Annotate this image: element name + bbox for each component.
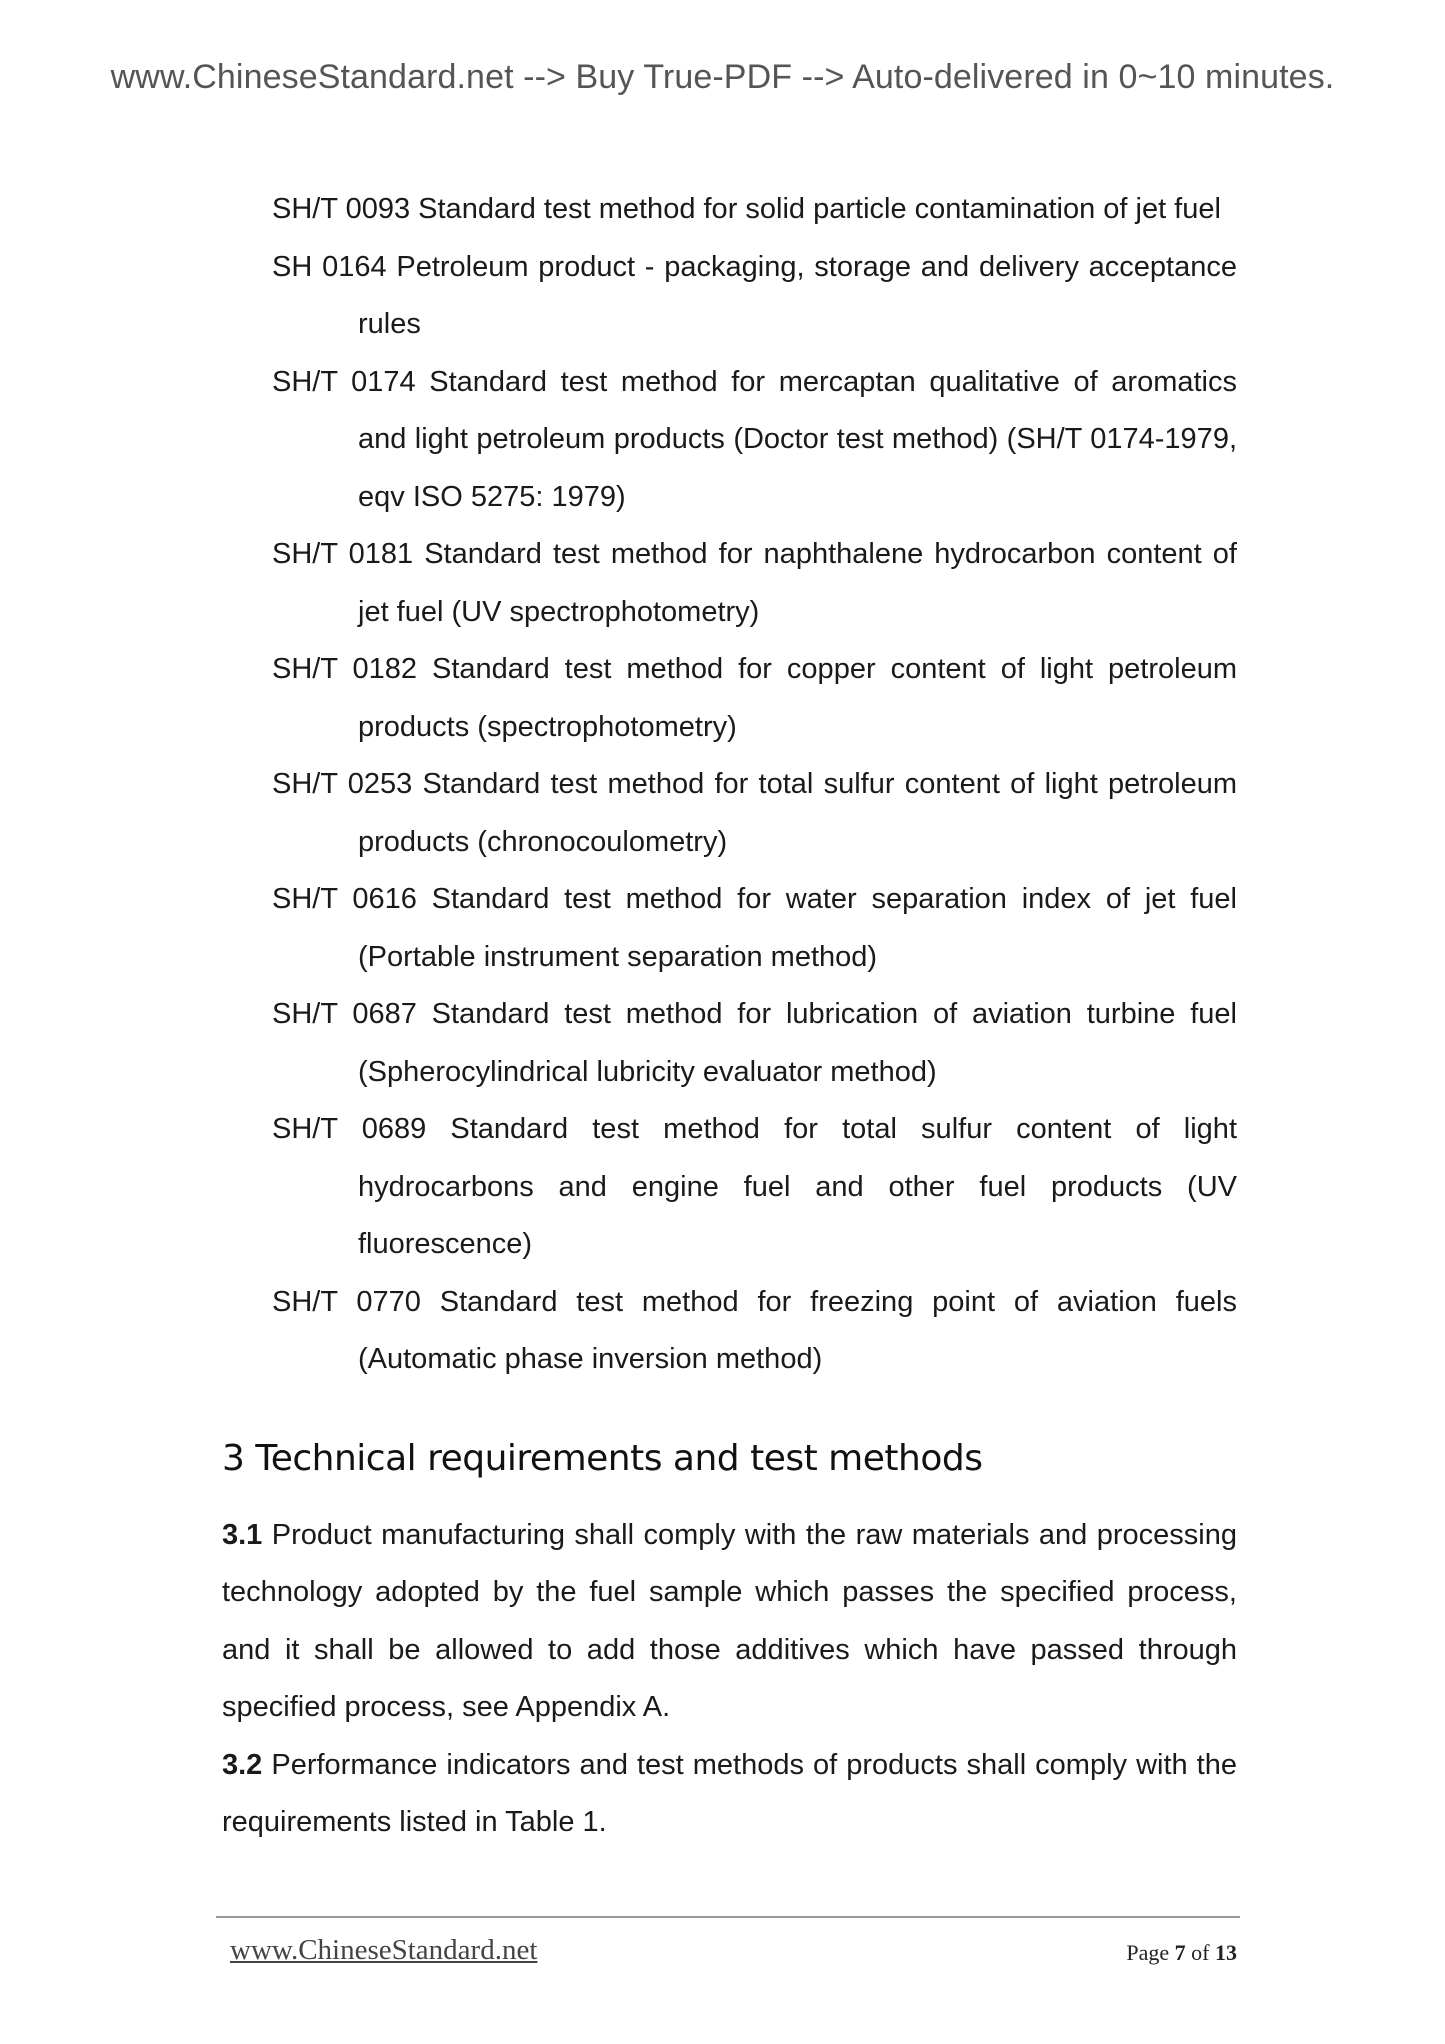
page-total: 13 [1215,1940,1237,1965]
reference-sh-t-0181: SH/T 0181 Standard test method for naphthalene hydrocarbon content of jet fuel (UV spectrophotometry) [272,538,1237,628]
page-number [1126,1940,1237,1966]
reference-sh-t-0253: SH/T 0253 Standard test method for total sulfur content of light petroleum products (chronocoulometry) [272,768,1237,858]
reference-sh-t-0093: SH/T 0093 Standard test method for solid particle contamination of jet fuel [272,193,1221,225]
clause-text: Performance indicators and test methods of products shall comply with the requirements listed in Table 1. [222,1748,1237,1838]
clause-number: 3.1 [222,1518,263,1551]
page-label: Page [1126,1940,1175,1965]
section-heading: 3 Technical requirements and test methods [222,1437,983,1479]
normative-references-list [272,181,1237,1389]
reference-sh-t-0174: SH/T 0174 Standard test method for mercaptan qualitative of aromatics and light petroleum products (Doctor test method) (SH/T 0174-1979, eqv ISO 5275: 1979) [272,365,1237,513]
page-current: 7 [1174,1940,1186,1965]
reference-sh-t-0616: SH/T 0616 Standard test method for water separation index of jet fuel (Portable instrument separation method) [272,883,1237,973]
reference-sh-t-0687: SH/T 0687 Standard test method for lubrication of aviation turbine fuel (Spherocylindrical lubricity evaluator method) [272,998,1237,1088]
page-content [222,181,1237,1852]
reference-sh-t-0770: SH/T 0770 Standard test method for freezing point of aviation fuels (Automatic phase inversion method) [272,1285,1237,1375]
footer-divider [216,1916,1240,1918]
reference-sh-t-0182: SH/T 0182 Standard test method for copper content of light petroleum products (spectrophotometry) [272,653,1237,743]
clause-3-2 [222,1737,1237,1852]
page-of: of [1185,1940,1215,1965]
clause-number: 3.2 [222,1748,263,1781]
reference-sh-0164: SH 0164 Petroleum product - packaging, storage and delivery acceptance rules [272,250,1237,340]
page-header-banner: www.ChineseStandard.net --> Buy True-PDF --> Auto-delivered in 0~10 minutes. [110,58,1335,96]
clause-text: Product manufacturing shall comply with the raw materials and processing technology adopted by the fuel sample which passes the specified process, and it shall be allowed to add those additives which have passed through specified process, see Appendix A. [222,1518,1237,1723]
reference-sh-t-0689: SH/T 0689 Standard test method for total sulfur content of light hydrocarbons and engine fuel and other fuel products (UV fluorescence) [272,1113,1237,1260]
clause-3-1 [222,1507,1237,1737]
footer-site-link[interactable]: www.ChineseStandard.net [230,1934,538,1966]
